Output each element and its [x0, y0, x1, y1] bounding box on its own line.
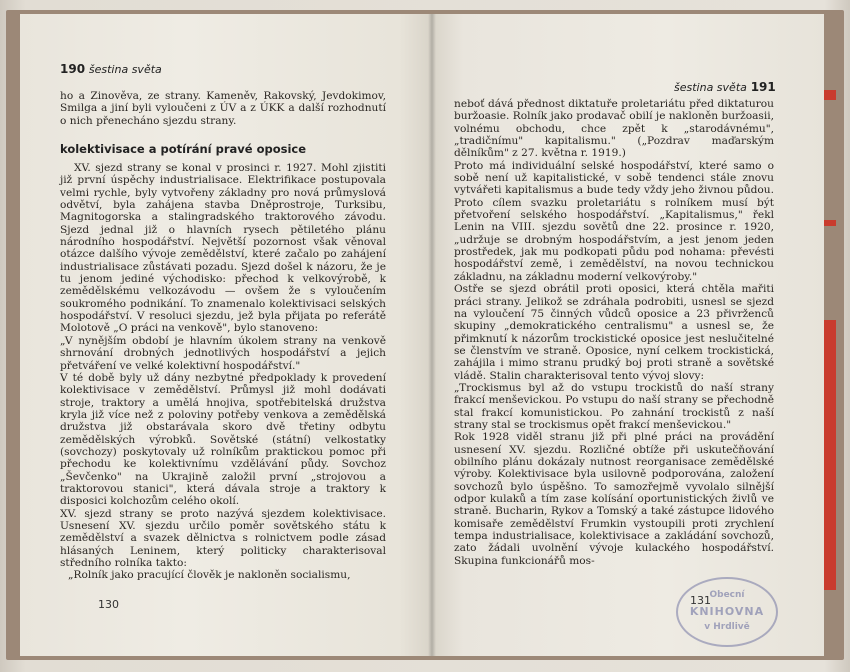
left-header-number: 190 [60, 62, 86, 76]
right-page-number: 131 [690, 594, 711, 607]
left-running-header [60, 62, 162, 76]
left-paragraph: XV. sjezd strany se proto nazývá sjezdem kolektivisace. Usnesení XV. sjezdu určilo poměr sovětského státu k zemědělství a svazek dělnictva s rolnictvem podle zásad hlásaných Leninem, který politicky charakterisoval středního rolníka takto: [60, 507, 386, 569]
left-intro-text: ho a Zinověva, ze strany. Kameněv, Rakovský, Jevdokimov, Smilga a jiní byli vyloučeni z ÚV a z ÚKK a další rozhodnutí o nich přenecháno sjezdu strany. [60, 90, 386, 127]
red-edge-mark [824, 320, 836, 590]
stamp-line: KNIHOVNA [689, 605, 765, 618]
right-page [432, 14, 824, 656]
red-edge-mark [824, 220, 836, 226]
right-header-title: šestina světa [674, 81, 747, 94]
stamp-line: Obecní [709, 590, 745, 600]
right-header-number: 191 [750, 80, 776, 94]
left-page [20, 14, 432, 656]
right-paragraph: Proto má individuální selské hospodářství, které samo o sobě není už kapitalistické, v sobě tendenci stále znovu vytvářeti kapitalismus a bude tedy vždy jeho živnou půdou. Proto cílem svazku proletariátu s rolníkem musí být přetvoření selského hospodářství. „Kapitalismus," řekl Lenin na VIII. sjezdu sovětů dne 22. prosince r. 1920, „udržuje se drobným hospodářstvím, a jest jenom jeden prostředek, jak mu podkopati půdu pod nohama: převésti hospodářství země, i zemědělství, na novou technickou základnu, na základnu moderní velkovýroby." [454, 159, 774, 283]
left-paragraph: XV. sjezd strany se konal v prosinci r. 1927. Mohl zjistiti již první úspěchy industrialisace. Elektrifikace postupovala velmi rychle, byly vytvořeny základny pro nová průmyslová odvětví, byla zahájena stavba Dněprostroje, Turksibu, Magnitogorska a stalingradského traktorového závodu. Sjezd jednal již o hlavních rysech pětiletého plánu národního hospodářství. Největší pozornost však věnoval otázce dalšího vývoje zemědělství, které začalo po zahájení industrialisace zůstávati pozadu. Sjezd došel k názoru, že je tu jenom jediné východisko: přechod k velkovýrobě, k zemědělskému velkozávodu — ovšem že s vyloučením soukromého podnikání. To znamenalo kolektivisaci selských hospodářství. V resoluci sjezdu, jež byla přijata po referátě Molotově „O práci na venkově", bylo stanoveno: [60, 162, 386, 335]
left-page-number: 130 [98, 598, 119, 611]
left-paragraph: V té době byly už dány nezbytné předpoklady k provedení kolektivisace v zemědělství. Průmysl již mohl dodávati stroje, traktory a umělá hnojiva, spotřebitelská družstva kryla již více než z poloviny potřeby venkova a zemědělská družstva již obstarávala skoro dvě třetiny odbytu zemědělských výrobků. Sovětské (státní) velkostatky (sovchozy) poskytovaly už rolníkům praktickou pomoc při přechodu ke kolektivnímu vzdělávání půdy. Sovchoz „Ševčenko" na Ukrajině založil první „strojovou a traktorovou stanici", která dávala stroje a traktory k disposici kolchozům celého okolí. [60, 371, 386, 508]
book-gutter [428, 14, 436, 656]
stamp-line: v Hrdlivě [704, 622, 750, 632]
right-quote: „Trockismus byl až do vstupu trockistů do naší strany frakcí menševickou. Po vstupu do naší strany se přechodně stal frakcí komunistickou. Po zahnání trockistů z naší strany stal se trockismus opět frakcí menševickou." [454, 381, 774, 431]
right-running-header [674, 80, 776, 94]
right-paragraph: Rok 1928 viděl stranu již při plné práci na provádění usnesení XV. sjezdu. Rozličné obtíže při uskutečňování obilního plánu dokázaly nutnost reorganisace zemědělské výroby. Kolektivisace byla usilovně podporována, založení sovchozů bylo úspěšno. To samozřejmě vyvolalo silnější odpor kulaků a tím zase kolísání oportunistických živlů ve straně. Bucharin, Rykov a Tomský a také zástupce lidového komisaře zemědělství Frumkin vystoupili proti zrychlení tempa industrialisace, kolektivisace a zakládání sovchozů, zato žádali uvolnění vývoje kulackého hospodářství. Skupina funkcionářů mos- [454, 431, 774, 567]
left-header-title: šestina světa [88, 63, 162, 76]
left-quote: „Rolník jako pracující člověk je nakloněn socialismu, [68, 569, 351, 582]
library-stamp [676, 577, 778, 647]
right-paragraph: neboť dává přednost diktatuře proletariátu před diktaturou buržoasie. Rolník jako prodavač obilí je nakloněn buržoasii, volnému obchodu, chce zpět k „starodávnému", „tradičnímu" kapitalismu." („Pozdrav maďarským dělníkům" z 27. května r. 1919.) [454, 98, 774, 160]
right-paragraph: Ostře se sjezd obrátil proti oposici, která chtěla mařiti práci strany. Jelikož se zdráhala podrobiti, usnesl se sjezd na vyloučení 75 činných vůdců oposice a 23 přivrženců skupiny „demokratického centralismu" a usnesl se, že přimknutí k názorům trockistické oposice jest neslučitelné se členstvím ve straně. Oposice, nyní celkem trockistická, zahájila i mimo stranu prudký boj proti straně a sovětské vládě. Stalin charakterisoval tento vývoj slovy: [454, 283, 774, 382]
red-edge-mark [824, 90, 836, 100]
right-body-text [454, 98, 774, 567]
section-heading: kolektivisace a potírání pravé oposice [60, 142, 307, 156]
left-body-text [60, 162, 386, 582]
page-edge-markers [824, 20, 838, 640]
left-quote: „V nynějším období je hlavním úkolem strany na venkově shrnování drobných jednotlivých hospodářství a jejich přetváření ve velké kolektivní hospodářství." [60, 334, 386, 372]
